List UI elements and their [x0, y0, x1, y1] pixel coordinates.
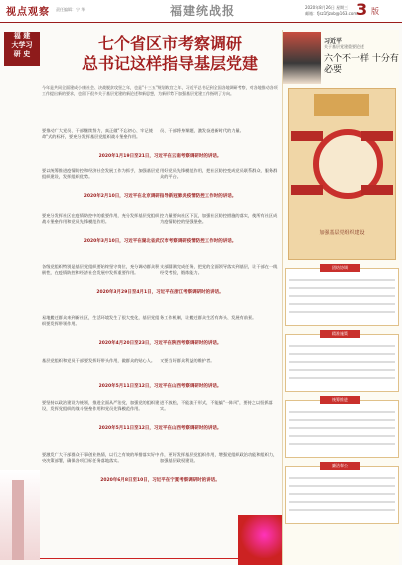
section-left-text: 要推动广大党员、干部继续努力，真正做"不忘初心、牢记使命"式的标杆，要充分发挥基层党组织战斗堡垒作用。: [42, 128, 153, 139]
sidebar-desc: 关于基层党建重要论述: [324, 44, 364, 49]
section-right-text: 员、干部将身课题，激发奋进新时代的力量。: [160, 128, 244, 133]
portrait-image: [283, 32, 321, 84]
info-box-head: 精准施策: [320, 330, 360, 338]
page-number: 3: [356, 0, 368, 19]
section-source-quote: 2020年2月10日，习近平在北京调研指导新冠肺炎疫情防控工作时的讲话。: [83, 194, 237, 199]
section-right-text: 作，更好发挥基层党组织作用，增强党组织政治功能和组织力，加强基层政权建设。: [160, 452, 278, 463]
section-left-text: 要激发广大干部群众干事创业热情，以行之有效的举措落实好中央决策部署，确保各项目标任务落地落实。: [42, 452, 160, 463]
section-right-text: 支部圆满完成任务，把党的全面领导落实到基层，让干部在一线经受考验，锻炼能力。: [160, 264, 278, 275]
section-right-text: 务工作机制，让搬迁群众生活有奔头、发展有前景。: [160, 315, 257, 320]
info-box-head: 统筹推进: [320, 396, 360, 404]
section-left-text: 易地搬迁群众来到新社区，生活环境发生了很大变化，基层党组织要发挥带领作用。: [42, 315, 160, 326]
section-left-text: 基层党组织和党员干部要发挥好带头作用，做群众的贴心人。: [42, 358, 156, 363]
section-right-text: 进不放松，不能流于形式，不能搞"一阵风"，要持之以恒抓落实。: [160, 400, 273, 411]
section-right-text: 用好党员先锋模范作用，把社区防控变成党员联系群众、服务群众的平台。: [160, 168, 278, 179]
diagram-tag: [291, 131, 323, 141]
sidebar: [282, 30, 399, 565]
sidebar-name: 习近平: [324, 38, 343, 45]
section-source-quote: 2020年3月29日至4月1日，习近平在浙江考察调研时的讲话。: [96, 290, 224, 295]
headline-line-2: 总书记这样指导基层党建: [81, 54, 258, 73]
info-box-head: 廉洁奉公: [320, 462, 360, 470]
intro-paragraph: 今年是共同全面建成小康社会、决战脱贫攻坚之年，也是"十三五"规划收官之年，习近平总书记到全国各地调研考察，对各地推动各项工作提出新的要求，也留下很多关于基层党建的新论述和新思想，为新形势下加强基层党建工作指明了方向。: [42, 85, 278, 96]
page-header: [0, 0, 402, 23]
badge-line: 福 建: [13, 32, 31, 40]
section-left-text: 要坚持以政治建设为统领，推进全面从严治党，加强党的组织建设，发挥党组织的战斗堡垒作用和党员先锋模范作用。: [42, 400, 160, 411]
section-source-quote: 2020年5月11日至12日，习近平在山西考察调研时的讲话。: [98, 426, 222, 431]
badge-line: 大学习: [11, 41, 33, 49]
infographic: [288, 88, 396, 260]
info-box: [285, 265, 399, 326]
tower-graphic: [0, 470, 40, 560]
headline-line-1: 七个省区市考察调研: [97, 34, 242, 53]
info-box-head: 团结协调: [320, 264, 360, 272]
footer-rule: [40, 558, 280, 559]
diagram-tag: [291, 185, 323, 195]
badge-line: 研 史: [13, 50, 31, 58]
column-title: 视点观察: [6, 7, 50, 18]
info-box: [285, 463, 399, 524]
diagram-tag: [361, 185, 393, 195]
issue-date: 2020年8月26日 星期三: [305, 5, 349, 10]
section-right-text: 控力量要向社区下沉，加强社区防控措施的落实，使所有社区成为疫情防控的坚强堡垒。: [160, 213, 278, 224]
column-badge: [4, 32, 40, 66]
calligraphy-text: 六个不一样 十分有必要: [324, 54, 399, 75]
editor-line: 责任编辑：宁 华: [56, 7, 86, 12]
info-box: [285, 331, 399, 392]
section-left-text: 各级党组织特别是基层党组织要始终坚守岗位，充分调动群众积极性，在疫情防控和经济社会发展中发挥重要作用。: [42, 264, 160, 275]
section-source-quote: 2020年6月8日至10日，习近平在宁夏考察调研时的讲话。: [100, 478, 220, 483]
section-left-text: 要充分发挥社区在疫情防控中的重要作用，充分发挥基层党组织战斗堡垒作用和党员先锋模范作用。: [42, 213, 160, 224]
section-source-quote: 2020年4月20日至23日，习近平在陕西考察调研时的讲话。: [98, 341, 222, 346]
issue-email: 邮箱：fjsz1fjzxb@163.com: [305, 11, 358, 16]
info-box: [285, 397, 399, 458]
diagram-label: 加强基层党组织建设: [319, 230, 365, 236]
paper-name: 福建统战报: [170, 4, 236, 18]
section-source-quote: 2020年1月19日至21日，习近平在云南考察调研时的讲话。: [98, 154, 222, 159]
headline: [60, 34, 280, 74]
section-source-quote: 2020年5月11日至12日，习近平在山西考察调研时的讲话。: [98, 384, 222, 389]
page-ban-label: 版: [371, 7, 379, 16]
section-source-quote: 2020年3月10日，习近平在湖北省武汉市考察调研疫情防控工作时的讲话。: [83, 239, 237, 244]
section-right-text: 又要当好群众利益的维护者。: [160, 358, 215, 363]
diagram-tag: [361, 131, 393, 141]
section-left-text: 要以统筹推进疫情防控和经济社会发展工作为抓手，加强基层党组织建设，发挥组织优势。: [42, 168, 160, 179]
ornament-banner: [314, 94, 369, 116]
